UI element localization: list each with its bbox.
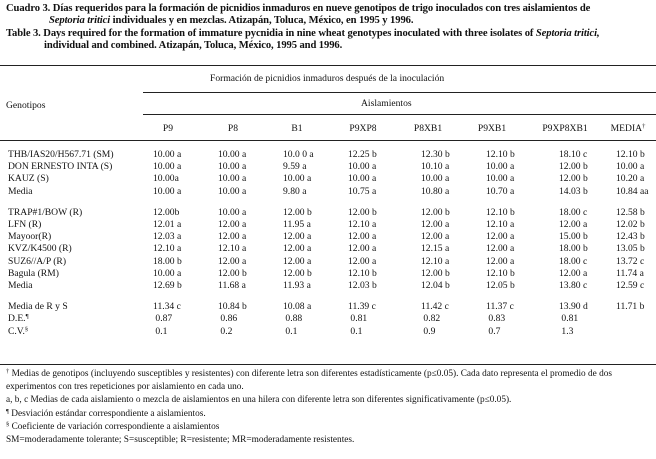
caption-text: Días requeridos para la formación de picnidios inmaduros en nueve genotipos de trigo inoculados con tres aislamientos de — [52, 3, 591, 14]
value-cell-b1: 9.59 a — [283, 161, 307, 173]
value-cell-b1: 12.00 b — [283, 206, 312, 218]
table-row — [0, 186, 656, 198]
value-cell-p8: 10.00 a — [218, 185, 247, 197]
value-cell-p9xp8: 0.81 — [348, 313, 368, 325]
value-cell-p9: 12.03 a — [153, 231, 182, 243]
value-cell-p9xp8: 12.25 b — [348, 149, 377, 160]
genotype-cell — [0, 313, 145, 325]
table-row — [0, 326, 656, 338]
column-header-label: P9XP8 — [349, 123, 377, 134]
value-cell-p9xb1: 12.00 a — [486, 231, 515, 243]
value-cell-media: 13.05 b — [616, 243, 645, 255]
value-cell-p9xp8xb1: 12.00 a — [559, 219, 588, 231]
table-row — [0, 231, 656, 243]
value-cell-b1: 9.80 a — [283, 185, 307, 197]
data-table — [0, 149, 656, 338]
value-cell-p9: 10.00 a — [153, 185, 182, 197]
value-cell-p9xp8xb1: 12.00 b — [559, 161, 588, 173]
caption-text: individuales y en mezclas. Atizapán, Toluca, México, en 1995 y 1996. — [112, 15, 414, 26]
footnote-mark: § — [24, 325, 29, 333]
genotype-name: Bagula (RM) — [8, 267, 59, 279]
footnote-mark: § — [6, 420, 10, 428]
value-cell-p8: 12.00 b — [218, 267, 247, 279]
genotype-cell — [0, 326, 145, 338]
caption-label: Table 3. — [6, 28, 41, 39]
value-cell-p9xp8: 12.00 a — [348, 255, 377, 267]
species-name: Septoria tritici — [49, 15, 111, 26]
footnote-section — [6, 421, 656, 434]
value-cell-p9xp8xb1: 12.00 b — [559, 173, 588, 185]
table-row — [0, 149, 656, 161]
spanner-rule — [143, 92, 656, 93]
value-cell-p9xp8xb1: 18.10 c — [559, 149, 588, 160]
value-cell-p8: 0.86 — [218, 313, 238, 325]
column-header-label: P8 — [227, 123, 239, 134]
value-cell-p9xb1: 12.10 b — [486, 206, 515, 218]
caption-text: Days required for the formation of immature pycnidia in nine wheat genotypes inoculated with three isolates of — [43, 28, 534, 39]
genotype-cell — [0, 219, 145, 231]
value-cell-p9xp8xb1: 12.00 a — [559, 267, 588, 279]
footnote-letters: a, b, c Medias de cada aislamiento o mezcla de aislamientos en una hilera con diferente letra son diferentes significativamente (p≤0.05). — [6, 395, 512, 406]
table-top-rule — [0, 65, 656, 66]
row-header-genotipos: Genotipos — [6, 100, 46, 111]
value-cell-media: 12.02 b — [616, 219, 645, 231]
value-cell-b1: 11.93 a — [283, 280, 311, 292]
genotype-name: TRAP#1/BOW (R) — [8, 206, 83, 218]
value-cell-p8: 10.00 a — [218, 161, 247, 173]
value-cell-p9xb1: 10.00 a — [486, 161, 515, 173]
value-cell-b1: 12.00 a — [283, 255, 312, 267]
value-cell-p8xb1: 12.15 a — [421, 243, 450, 255]
value-cell-p9xp8: 11.39 c — [348, 301, 376, 313]
table-row — [0, 161, 656, 173]
value-cell-media: 12.10 b — [616, 149, 645, 160]
genotype-name: C.V. — [8, 325, 25, 337]
column-header-label: P8XB1 — [413, 123, 443, 134]
column-header-p8 — [228, 123, 238, 134]
column-header-p8xb1 — [414, 123, 442, 134]
value-cell-b1: 10.0 0 a — [283, 149, 314, 160]
value-cell-p9: 0.87 — [153, 313, 173, 325]
value-cell-b1: 10.00 a — [283, 173, 312, 185]
value-cell-p9xb1: 12.10 b — [486, 149, 515, 160]
genotype-name: D.E. — [8, 313, 26, 325]
genotype-cell — [0, 186, 145, 198]
value-cell-p9xb1: 0.7 — [486, 325, 501, 337]
value-cell-p8: 12.00 a — [218, 231, 247, 243]
value-cell-p9xb1: 12.00 a — [486, 243, 515, 255]
footnote-text: Desviación estándar correspondiente a aislamientos. — [11, 408, 206, 419]
value-cell-p9xp8: 12.00 a — [348, 231, 377, 243]
value-cell-p8: 12.00 a — [218, 255, 247, 267]
genotype-name: Media — [8, 185, 33, 197]
value-cell-media: 10.20 a — [616, 173, 645, 185]
genotype-cell — [0, 161, 145, 173]
subspanner-rule — [143, 114, 656, 115]
genotype-name: Media — [8, 280, 33, 292]
value-cell-p9xp8: 12.03 b — [348, 280, 377, 292]
value-cell-p8xb1: 10.10 a — [421, 161, 450, 173]
value-cell-p9xp8xb1: 18.00 b — [559, 243, 588, 255]
genotype-cell — [0, 207, 145, 219]
value-cell-b1: 11.95 a — [283, 219, 311, 231]
genotype-name: KAUZ (S) — [8, 173, 49, 185]
value-cell-p9: 11.34 c — [153, 301, 181, 313]
table-row — [0, 313, 656, 325]
footnote-text: Medias de genotipos (incluyendo susceptibles y resistentes) con diferente letra son diferentes estadísticamente (p≤0.05). Cada dato representa el promedio de dos experimentos con tres repeticiones por aislamiento en cada uno. — [6, 369, 613, 393]
group-spacer — [0, 292, 656, 301]
value-cell-media: 11.74 a — [616, 267, 644, 279]
value-cell-p8: 12.00 a — [218, 219, 247, 231]
value-cell-p8xb1: 12.04 b — [421, 280, 450, 292]
column-header-label: P9XB1 — [477, 123, 507, 134]
value-cell-p9: 12.00b — [153, 206, 180, 218]
value-cell-p9: 10.00 a — [153, 161, 182, 173]
genotype-cell — [0, 268, 145, 280]
value-cell-p9xp8xb1: 13.90 d — [559, 301, 588, 313]
value-cell-media: 12.43 b — [616, 231, 645, 243]
value-cell-p8xb1: 10.80 a — [421, 185, 450, 197]
caption-label: Cuadro 3. — [6, 3, 51, 14]
value-cell-b1: 0.1 — [283, 325, 298, 337]
value-cell-p8xb1: 12.00 b — [421, 267, 450, 279]
value-cell-media: 12.59 c — [616, 280, 645, 292]
column-header-label: MEDIA — [610, 123, 643, 134]
footnotes — [6, 368, 656, 447]
footnote-abbreviations: SM=moderadamente tolerante; S=susceptible; R=resistente; MR=moderadamente resistentes. — [6, 435, 355, 446]
value-cell-p9xb1: 10.70 a — [486, 185, 515, 197]
value-cell-p9: 10.00 a — [153, 267, 182, 279]
value-cell-p9: 12.01 a — [153, 219, 182, 231]
caption-text: individual and combined. Atizapán, Toluca, México, 1995 and 1996. — [44, 40, 343, 51]
value-cell-media — [608, 313, 656, 325]
value-cell-p9xp8: 12.00 a — [348, 243, 377, 255]
genotype-cell — [0, 256, 145, 268]
value-cell-p8xb1: 12.00 b — [421, 206, 450, 218]
genotype-name: Mayoor(R) — [8, 231, 52, 243]
value-cell-p9xp8xb1: 1.3 — [559, 325, 574, 337]
value-cell-p9: 12.69 b — [153, 280, 182, 292]
footnote-dagger — [6, 368, 656, 394]
value-cell-p9xb1: 10.00 a — [486, 173, 515, 185]
caption-spanish — [6, 3, 590, 27]
value-cell-media: 10.00 a — [616, 161, 645, 173]
value-cell-p8: 0.2 — [218, 325, 233, 337]
column-header-p9xb1 — [478, 123, 506, 134]
value-cell-media — [608, 326, 656, 338]
column-header-p9 — [163, 123, 173, 134]
footnote-mark: † — [6, 368, 10, 375]
column-spanner: Formación de picnidios inmaduros después de la inoculación — [210, 73, 445, 84]
genotype-cell — [0, 301, 145, 313]
column-header-media — [611, 123, 646, 134]
footnote-text: Coeficiente de variación correspondiente a aislamientos — [11, 421, 220, 432]
value-cell-p9xp8: 12.10 b — [348, 267, 377, 279]
footnote-pilcrow — [6, 408, 656, 421]
value-cell-p9: 12.10 a — [153, 243, 182, 255]
value-cell-p8xb1: 12.00 a — [421, 219, 450, 231]
value-cell-p9xp8xb1: 18.00 c — [559, 255, 588, 267]
column-subspanner: Aislamientos — [361, 98, 412, 109]
value-cell-p9xp8xb1: 15.00 b — [559, 231, 588, 243]
group-spacer — [0, 198, 656, 207]
value-cell-p9xp8: 12.00 b — [348, 206, 377, 218]
value-cell-media: 10.84 aa — [616, 185, 649, 197]
genotype-name: Media de R y S — [8, 301, 68, 313]
value-cell-p9xb1: 12.00 a — [486, 255, 515, 267]
value-cell-p8: 10.00 a — [218, 173, 247, 185]
table-row — [0, 207, 656, 219]
genotype-cell — [0, 231, 145, 243]
value-cell-b1: 10.08 a — [283, 301, 312, 313]
genotype-name: LFN (R) — [8, 219, 42, 231]
value-cell-p9: 10.00a — [153, 173, 179, 185]
value-cell-p9xp8: 0.1 — [348, 325, 363, 337]
value-cell-p8xb1: 0.82 — [421, 313, 441, 325]
caption-english — [6, 28, 600, 52]
value-cell-p9xp8xb1: 13.80 c — [559, 280, 588, 292]
table-row — [0, 173, 656, 185]
value-cell-p8xb1: 12.30 b — [421, 149, 450, 160]
value-cell-p9xb1: 11.37 c — [486, 301, 514, 313]
value-cell-p9xp8xb1: 0.81 — [559, 313, 579, 325]
genotype-cell — [0, 173, 145, 185]
value-cell-media: 12.58 b — [616, 206, 645, 218]
value-cell-b1: 12.00 a — [283, 231, 312, 243]
value-cell-p8xb1: 10.00 a — [421, 173, 450, 185]
genotype-name: DON ERNESTO INTA (S) — [8, 161, 113, 173]
value-cell-p9xp8: 12.10 a — [348, 219, 377, 231]
value-cell-media: 11.71 b — [616, 301, 645, 313]
value-cell-p9: 0.1 — [153, 325, 168, 337]
footnote-mark: ¶ — [6, 407, 9, 415]
value-cell-p9xb1: 12.10 b — [486, 267, 515, 279]
value-cell-p8: 10.00 a — [218, 149, 247, 160]
genotype-cell — [0, 280, 145, 292]
table-row — [0, 280, 656, 292]
value-cell-p8: 11.68 a — [218, 280, 246, 292]
value-cell-p8xb1: 12.10 a — [421, 255, 450, 267]
table-row — [0, 256, 656, 268]
value-cell-p9xb1: 0.83 — [486, 313, 506, 325]
value-cell-p9: 18.00 b — [153, 255, 182, 267]
value-cell-p9: 10.00 a — [153, 149, 182, 160]
value-cell-p8xb1: 11.42 c — [421, 301, 449, 313]
column-header-b1 — [291, 123, 302, 134]
genotype-name: SUZ6//A/P (R) — [8, 255, 67, 267]
table-row — [0, 219, 656, 231]
value-cell-p9xp8: 10.00 a — [348, 173, 377, 185]
value-cell-p8: 12.10 a — [218, 243, 247, 255]
header-bottom-rule — [0, 140, 656, 141]
value-cell-p9xp8: 10.00 a — [348, 161, 377, 173]
genotype-cell — [0, 149, 145, 161]
footnote-mark: † — [642, 123, 646, 130]
table-bottom-rule — [0, 364, 656, 365]
value-cell-b1: 12.00 a — [283, 243, 312, 255]
value-cell-b1: 0.88 — [283, 313, 303, 325]
footnote-mark: ¶ — [25, 313, 29, 321]
value-cell-p8xb1: 12.00 a — [421, 231, 450, 243]
value-cell-p9xb1: 12.05 b — [486, 280, 515, 292]
column-header-label: P9 — [162, 123, 174, 134]
value-cell-p9xp8: 10.75 a — [348, 185, 377, 197]
species-name: Septoria tritici, — [535, 28, 600, 39]
genotype-name: KVZ/K4500 (R) — [8, 243, 72, 255]
value-cell-p8xb1: 0.9 — [421, 325, 436, 337]
value-cell-media: 13.72 c — [616, 255, 645, 267]
value-cell-p9xp8xb1: 18.00 c — [559, 206, 588, 218]
column-header-label: P9XP8XB1 — [542, 123, 588, 134]
column-header-p9xp8 — [349, 123, 376, 134]
value-cell-p9xb1: 12.10 a — [486, 219, 515, 231]
table-row — [0, 268, 656, 280]
table-row — [0, 301, 656, 313]
column-header-label: B1 — [291, 123, 303, 134]
value-cell-p8: 10.84 b — [218, 301, 247, 313]
table-row — [0, 243, 656, 255]
value-cell-p8: 10.00 a — [218, 206, 247, 218]
genotype-cell — [0, 243, 145, 255]
value-cell-p9xp8xb1: 14.03 b — [559, 185, 588, 197]
column-header-p9xp8xb1 — [542, 123, 587, 134]
value-cell-b1: 12.00 b — [283, 267, 312, 279]
genotype-name: THB/IAS20/H567.71 (SM) — [8, 149, 114, 160]
